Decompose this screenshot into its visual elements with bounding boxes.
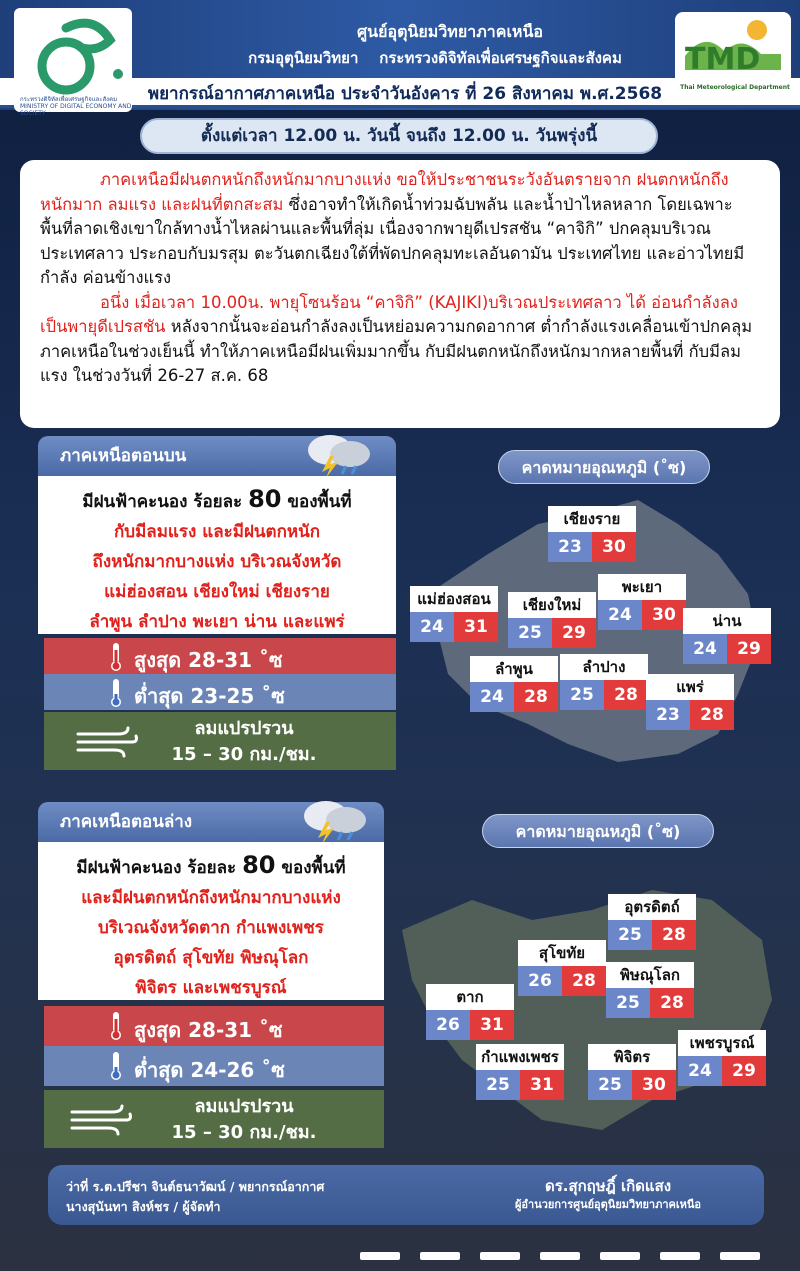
department-line: กรมอุตุนิยมวิทยา กระทรวงดิจิทัลเพื่อเศรษฐกิจและสังคม [248, 49, 622, 67]
summary-alert-1: ภาคเหนือมีฝนตกหนักถึงหนักมากบางแห่ง ขอให้ประชาชนระวังอันตรายจาก ฝนตกหนักถึงหนักมาก ลมแรง และฝนที่ตกสะสม [40, 170, 729, 214]
thermometer-icon [108, 642, 124, 672]
city-min-temp: 24 [678, 1056, 722, 1086]
forecast-period: ตั้งแต่เวลา 12.00 น. วันนี้ จนถึง 12.00 น. วันพรุ่งนี้ [140, 118, 658, 154]
city-max-temp: 29 [727, 634, 771, 664]
city-min-temp: 24 [470, 682, 514, 712]
city-temps [560, 680, 648, 710]
city-max-temp: 31 [454, 612, 498, 642]
city-temps [646, 700, 734, 730]
city-temps [426, 1010, 514, 1040]
city-temps [606, 988, 694, 1018]
city-name: อุตรดิตถ์ [608, 894, 696, 920]
decor-dash [360, 1252, 400, 1260]
lower-max-temp: สูงสุด 28-31 ˚ซ [134, 1018, 283, 1042]
city-min-temp: 25 [606, 988, 650, 1018]
city-temps [598, 600, 686, 630]
upper-detail-1: กับมีลมแรง และมีฝนตกหนัก [114, 522, 320, 542]
city-min-temp: 24 [683, 634, 727, 664]
city-name: ตาก [426, 984, 514, 1010]
upper-wind-label: ลมแปรปรวน [194, 718, 294, 739]
wind-icon [68, 1102, 134, 1136]
upper-detail-4: ลำพูน ลำปาง พะเยา น่าน และแพร่ [89, 612, 345, 632]
decor-dash [660, 1252, 700, 1260]
lower-wind-speed: 15 – 30 กม./ชม. [171, 1122, 317, 1143]
upper-wind-speed: 15 – 30 กม./ชม. [171, 744, 317, 765]
tmd-logo-text: TMD [685, 42, 761, 77]
thermometer-icon [108, 1051, 124, 1081]
city-name: ลำพูน [470, 656, 558, 682]
lower-city-card [426, 984, 514, 1040]
lower-north-description [38, 842, 384, 1000]
city-name: สุโขทัย [518, 940, 606, 966]
city-max-temp: 28 [562, 966, 606, 996]
footer [48, 1165, 764, 1225]
director-role: ผู้อำนวยการศูนย์อุตุนิยมวิทยาภาคเหนือ [514, 1198, 701, 1211]
city-temps [588, 1070, 676, 1100]
upper-map-title: คาดหมายอุณหภูมิ (˚ซ) [498, 450, 710, 484]
upper-detail-3: แม่ฮ่องสอน เชียงใหม่ เชียงราย [104, 582, 330, 602]
city-max-temp: 29 [722, 1056, 766, 1086]
city-temps [518, 966, 606, 996]
city-name: พะเยา [598, 574, 686, 600]
summary-box [20, 160, 780, 428]
lower-wind-bar [44, 1090, 384, 1148]
city-max-temp: 28 [514, 682, 558, 712]
city-temps [678, 1056, 766, 1086]
city-min-temp: 23 [646, 700, 690, 730]
lower-rain-line: มีฝนฟ้าคะนอง ร้อยละ 80 ของพื้นที่ [76, 851, 346, 879]
page-title: พยากรณ์อากาศภาคเหนือ ประจำวันอังคาร ที่ 26 สิงหาคม พ.ศ.2568 [147, 84, 663, 104]
lower-north-title: ภาคเหนือตอนล่าง [60, 812, 193, 832]
lower-city-card [678, 1030, 766, 1086]
summary-alert-2: อนึ่ง เมื่อเวลา 10.00น. พายุโซนร้อน “คาจิกิ” (KAJIKI)บริเวณประเทศลาว ได้ อ่อนกำลังลงเป็นพายุดีเปรสชัน [40, 292, 738, 336]
city-max-temp: 28 [690, 700, 734, 730]
upper-city-card [560, 654, 648, 710]
lower-detail-3: อุตรดิตถ์ สุโขทัย พิษณุโลก [113, 948, 309, 968]
lower-city-card [606, 962, 694, 1018]
city-name: กำแพงเพชร [476, 1044, 564, 1070]
preparer-credit: นางสุนันทา สิงห์ชร / ผู้จัดทำ [66, 1199, 221, 1214]
city-min-temp: 25 [560, 680, 604, 710]
upper-min-temp: ต่ำสุด 23-25 ˚ซ [134, 684, 285, 708]
city-temps [548, 532, 636, 562]
city-max-temp: 30 [642, 600, 686, 630]
city-min-temp: 25 [476, 1070, 520, 1100]
footer-credits [66, 1177, 324, 1217]
upper-rain-percent: 80 [248, 485, 282, 513]
decor-dash [720, 1252, 760, 1260]
city-name: เพชรบูรณ์ [678, 1030, 766, 1056]
lower-detail-2: บริเวณจังหวัดตาก กำแพงเพชร [98, 918, 324, 938]
forecaster-credit: ว่าที่ ร.ต.ปรีชา จินต์ธนาวัฒน์ / พยากรณ์อากาศ [66, 1179, 325, 1194]
upper-max-temp-bar [44, 638, 396, 674]
city-max-temp: 31 [470, 1010, 514, 1040]
tmd-caption: Thai Meteorological Department [680, 84, 790, 91]
lower-map-title: คาดหมายอุณหภูมิ (˚ซ) [482, 814, 714, 848]
lower-wind-text [144, 1094, 344, 1146]
summary-paragraph-1 [40, 168, 760, 291]
thermometer-icon [108, 1011, 124, 1041]
director-name: ดร.สุกฤษฎิ์ เกิดแสง [544, 1177, 672, 1195]
city-min-temp: 25 [508, 618, 552, 648]
summary-text-2: หลังจากนั้นจะอ่อนกำลังลงเป็นหย่อมความกดอากาศ ต่ำกำลังแรงเคลื่อนเข้าปกคลุมภาคเหนือในช่วงเย็นนี้ ทำให้ภาคเหนือมีฝนเพิ่มมากขึ้น กับมีฝนตกหนักถึงหนักมากหลายพื้นที่ กับมีลมแรง ในช่วงวันที่ 26-27 ส.ค. 68 [40, 317, 753, 385]
city-max-temp: 28 [604, 680, 648, 710]
city-name: แพร่ [646, 674, 734, 700]
decor-dash [480, 1252, 520, 1260]
upper-city-card [410, 586, 498, 642]
lower-max-temp-bar [44, 1006, 384, 1046]
thermometer-icon [108, 678, 124, 708]
upper-north-title: ภาคเหนือตอนบน [60, 446, 187, 466]
city-max-temp: 28 [650, 988, 694, 1018]
upper-city-card [646, 674, 734, 730]
wind-icon [74, 724, 140, 758]
upper-city-card [548, 506, 636, 562]
upper-north-description [38, 476, 396, 634]
decor-dash [420, 1252, 460, 1260]
city-temps [470, 682, 558, 712]
lower-detail-4: พิจิตร และเพชรบูรณ์ [135, 978, 287, 998]
lower-wind-label: ลมแปรปรวน [194, 1096, 294, 1117]
thunderstorm-icon [296, 794, 372, 848]
city-min-temp: 26 [426, 1010, 470, 1040]
lower-city-card [588, 1044, 676, 1100]
footer-director [478, 1175, 738, 1213]
decor-dash [600, 1252, 640, 1260]
decor-dash [540, 1252, 580, 1260]
upper-detail-2: ถึงหนักมากบางแห่ง บริเวณจังหวัด [92, 552, 342, 572]
city-temps [508, 618, 596, 648]
lower-min-temp-bar [44, 1046, 384, 1086]
city-temps [608, 920, 696, 950]
city-min-temp: 24 [598, 600, 642, 630]
upper-wind-bar [44, 712, 396, 770]
upper-rain-line: มีฝนฟ้าคะนอง ร้อยละ 80 ของพื้นที่ [82, 485, 352, 513]
summary-paragraph-2 [40, 291, 760, 389]
city-max-temp: 31 [520, 1070, 564, 1100]
city-max-temp: 29 [552, 618, 596, 648]
upper-min-temp-bar [44, 674, 396, 710]
lower-city-card [518, 940, 606, 996]
ministry-logo-caption: กระทรวงดิจิทัลเพื่อเศรษฐกิจและสังคม MINISTRY OF DIGITAL ECONOMY AND SOCIETY [20, 96, 132, 117]
upper-city-card [683, 608, 771, 664]
lower-min-temp: ต่ำสุด 24-26 ˚ซ [134, 1058, 285, 1082]
city-min-temp: 24 [410, 612, 454, 642]
lower-rain-percent: 80 [242, 851, 276, 879]
center-name: ศูนย์อุตุนิยมวิทยาภาคเหนือ [356, 22, 543, 41]
lower-detail-1: และมีฝนตกหนักถึงหนักมากบางแห่ง [81, 888, 341, 908]
city-temps [476, 1070, 564, 1100]
city-name: แม่ฮ่องสอน [410, 586, 498, 612]
lower-city-card [608, 894, 696, 950]
city-min-temp: 23 [548, 532, 592, 562]
city-temps [683, 634, 771, 664]
city-name: ลำปาง [560, 654, 648, 680]
city-max-temp: 30 [592, 532, 636, 562]
city-min-temp: 25 [588, 1070, 632, 1100]
city-min-temp: 25 [608, 920, 652, 950]
thunderstorm-icon [300, 428, 376, 482]
summary-text-1: ซึ่งอาจทำให้เกิดน้ำท่วมฉับพลัน และน้ำป่าไหลหลาก โดยเฉพาะพื้นที่ลาดเชิงเขาใกล้ทางน้ำไหลผ่านและพื้นที่ลุ่ม เนื่องจากพายุดีเปรสชัน “คาจิกิ” ปกคลุมบริเวณประเทศลาว ประกอบกับมรสุม ตะวันตกเฉียงใต้ที่พัดปกคลุมทะเลอันดามัน ประเทศไทย และอ่าวไทยมีกำลัง ค่อนข้างแรง [40, 194, 745, 287]
city-name: เชียงใหม่ [508, 592, 596, 618]
upper-wind-text [144, 716, 344, 768]
city-min-temp: 26 [518, 966, 562, 996]
city-max-temp: 28 [652, 920, 696, 950]
city-temps [410, 612, 498, 642]
city-name: น่าน [683, 608, 771, 634]
city-name: เชียงราย [548, 506, 636, 532]
city-name: พิจิตร [588, 1044, 676, 1070]
upper-city-card [598, 574, 686, 630]
upper-city-card [508, 592, 596, 648]
upper-city-card [470, 656, 558, 712]
city-name: พิษณุโลก [606, 962, 694, 988]
lower-city-card [476, 1044, 564, 1100]
upper-max-temp: สูงสุด 28-31 ˚ซ [134, 648, 283, 672]
city-max-temp: 30 [632, 1070, 676, 1100]
